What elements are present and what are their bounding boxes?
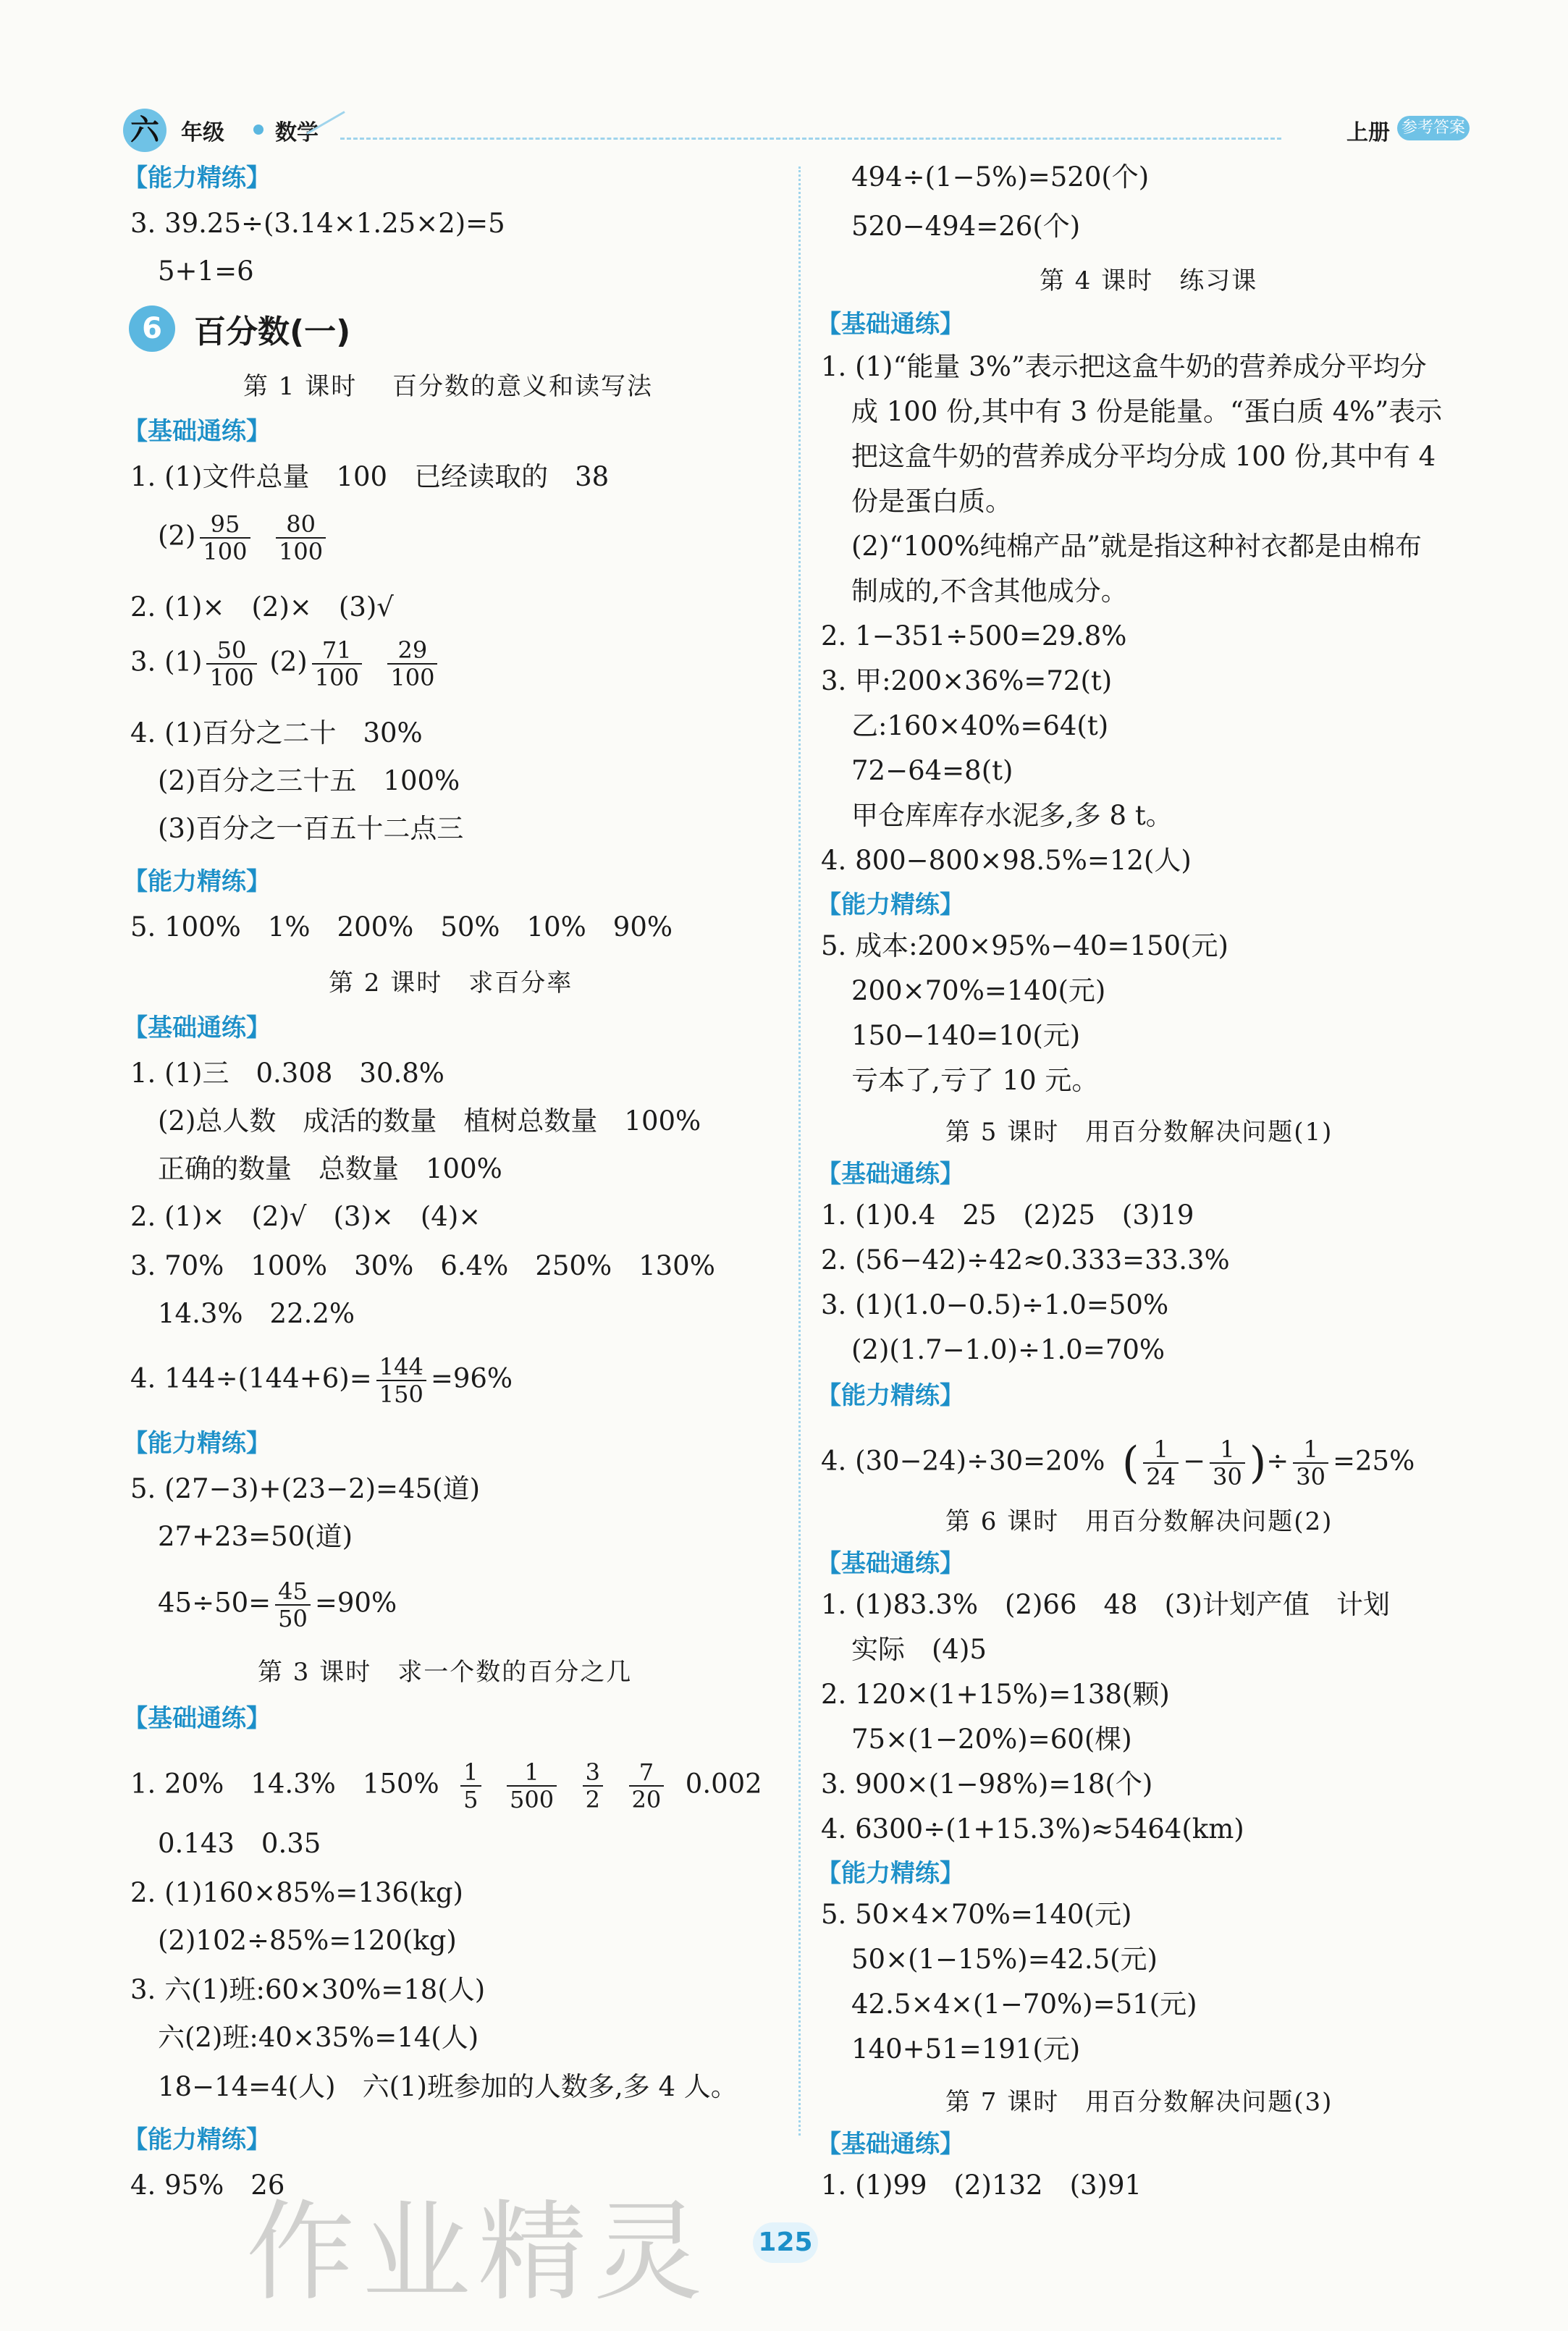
answer-line: 3. 70% 100% 30% 6.4% 250% 130%: [130, 1250, 715, 1281]
answer-line: 45÷50= $\frac{45}{50}$ =90%: [158, 1577, 397, 1632]
section-heading: 【能力精练】: [123, 164, 271, 193]
answer-line: 4. (1)百分之二十 30%: [130, 717, 423, 749]
answer-line: 4. 800−800×98.5%=12(人): [821, 845, 1192, 876]
answer-line: 4. 6300÷(1+15.3%)≈5464(km): [821, 1813, 1244, 1845]
section-heading: 【能力精练】: [123, 867, 271, 896]
answer-line: 实际 (4)5: [851, 1634, 987, 1665]
lesson-title: 第 4 课时 练习课: [1040, 266, 1258, 295]
answer-line: 494÷(1−5%)=520(个): [851, 161, 1150, 193]
answer-line: 1. 20% 14.3% 150% $\frac{1}{5}$ $\frac{1}{500}$ $\frac{3}{2}$ $\frac{7}{20}$ 0.002: [130, 1758, 762, 1813]
section-heading: 【能力精练】: [123, 2125, 271, 2154]
lesson-title: 第 5 课时 用百分数解决问题(1): [945, 1118, 1333, 1147]
subject-label: 数学: [275, 120, 319, 146]
fraction: $\frac{80}{100}$: [276, 511, 326, 565]
answer-line: 正确的数量 总数量 100%: [158, 1153, 502, 1184]
answer-line: 1. (1)“能量 3%”表示把这盒牛奶的营养成分平均分: [821, 351, 1427, 382]
lesson-title: 第 3 课时 求一个数的百分之几: [258, 1658, 633, 1687]
answer-line: 2. (1)× (2)√ (3)× (4)×: [130, 1201, 481, 1232]
section-heading: 【能力精练】: [123, 1429, 271, 1458]
answer-line: (2)“100%纯棉产品”就是指这种衬衣都是由棉布: [851, 531, 1422, 562]
answer-line: (2)总人数 成活的数量 植树总数量 100%: [158, 1105, 701, 1137]
answer-line: 200×70%=140(元): [851, 975, 1106, 1006]
answer-line: 5. 成本:200×95%−40=150(元): [821, 930, 1228, 961]
answer-line: 4. 95% 26: [130, 2170, 285, 2201]
answer-line: 72−64=8(t): [851, 755, 1013, 786]
answer-line: 5. 100% 1% 200% 50% 10% 90%: [130, 911, 673, 943]
answer-line: 3. 39.25÷(3.14×1.25×2)=5: [130, 208, 505, 239]
answer-line: 2. 120×(1+15%)=138(颗): [821, 1679, 1170, 1710]
answer-line: 3. (1) $\frac{50}{100}$ (2) $\frac{71}{100}$ $\frac{29}{100}$: [130, 637, 442, 691]
answer-line: 150−140=10(元): [851, 1020, 1081, 1051]
answer-line: 4. (30−24)÷30=20% ( $\frac{1}{24}$ − $\frac{1}{30}$ )÷ $\frac{1}{30}$ =25%: [821, 1436, 1415, 1491]
unit-number: 6: [129, 305, 175, 352]
lesson-title: 第 1 课时 百分数的意义和读写法: [243, 372, 654, 401]
answer-line: (2)百分之三十五 100%: [158, 765, 460, 796]
fraction: $\frac{1}{500}$: [507, 1759, 557, 1813]
answer-line: 2. 1−351÷500=29.8%: [821, 620, 1127, 652]
fraction: $\frac{29}{100}$: [387, 637, 437, 691]
answer-line: 5. 50×4×70%=140(元): [821, 1899, 1132, 1930]
unit-title: 百分数(一): [194, 313, 351, 350]
fraction: $\frac{7}{20}$: [629, 1759, 665, 1813]
answer-line: 乙:160×40%=64(t): [851, 710, 1109, 741]
answer-tag: 参考答案: [1397, 116, 1470, 140]
section-heading: 【基础通练】: [123, 417, 271, 446]
answer-line: (2) $\frac{95}{100}$ $\frac{80}{100}$: [158, 511, 330, 565]
answer-line: 1. (1)文件总量 100 已经读取的 38: [130, 461, 610, 492]
answer-line: 份是蛋白质。: [851, 486, 1012, 517]
answer-line: 27+23=50(道): [158, 1521, 353, 1552]
grade-label: 年级: [181, 120, 224, 146]
answer-line: 3. 甲:200×36%=72(t): [821, 665, 1113, 696]
answer-line: 1. (1)83.3% (2)66 48 (3)计划产值 计划: [821, 1589, 1390, 1620]
answer-line: 5+1=6: [158, 256, 254, 287]
fraction: $\frac{50}{100}$: [206, 637, 256, 691]
fraction: $\frac{71}{100}$: [312, 637, 362, 691]
answer-line: 520−494=26(个): [851, 211, 1081, 242]
answer-line: 1. (1)99 (2)132 (3)91: [821, 2170, 1142, 2201]
fraction: $\frac{95}{100}$: [200, 511, 250, 565]
watermark: 作业精灵: [246, 2190, 710, 2316]
section-heading: 【基础通练】: [817, 310, 964, 339]
section-heading: 【能力精练】: [817, 1381, 964, 1410]
lesson-title: 第 7 课时 用百分数解决问题(3): [945, 2088, 1333, 2117]
lesson-title: 第 2 课时 求百分率: [329, 969, 573, 998]
answer-line: 把这盒牛奶的营养成分平均分成 100 份,其中有 4: [851, 441, 1436, 472]
answer-line: 1. (1)0.4 25 (2)25 (3)19: [821, 1200, 1194, 1231]
section-heading: 【基础通练】: [123, 1013, 271, 1042]
answer-line: 4. 144÷(144+6)= $\frac{144}{150}$ =96%: [130, 1353, 513, 1408]
answer-line: 2. (1)160×85%=136(kg): [130, 1877, 463, 1908]
answer-line: 2. (56−42)÷42≈0.333=33.3%: [821, 1244, 1230, 1276]
page-number: 125: [753, 2222, 818, 2263]
section-heading: 【基础通练】: [123, 1704, 271, 1733]
column-divider: [798, 166, 801, 2136]
section-heading: 【能力精练】: [817, 1859, 964, 1888]
fraction: $\frac{1}{24}$: [1143, 1436, 1179, 1490]
section-heading: 【能力精练】: [817, 890, 964, 919]
volume-label: 上册: [1346, 120, 1390, 146]
fraction: $\frac{1}{30}$: [1293, 1436, 1328, 1490]
answer-line: (2)102÷85%=120(kg): [158, 1925, 457, 1956]
answer-line: 3. 六(1)班:60×30%=18(人): [130, 1974, 486, 2005]
section-heading: 【基础通练】: [817, 1549, 964, 1578]
answer-line: 制成的,不含其他成分。: [851, 576, 1128, 607]
answer-line: 3. 900×(1−98%)=18(个): [821, 1769, 1153, 1800]
section-heading: 【基础通练】: [817, 2130, 964, 2159]
answer-line: 亏本了,亏了 10 元。: [851, 1065, 1099, 1096]
fraction: $\frac{3}{2}$: [583, 1759, 603, 1813]
answer-line: 18−14=4(人) 六(1)班参加的人数多,多 4 人。: [158, 2071, 738, 2102]
answer-line: 0.143 0.35: [158, 1828, 321, 1859]
answer-line: (3)百分之一百五十二点三: [158, 813, 464, 844]
fraction: $\frac{1}{5}$: [460, 1759, 481, 1813]
answer-line: 2. (1)× (2)× (3)√: [130, 591, 394, 623]
header-dashed-line: [340, 138, 1281, 140]
answer-line: (2)(1.7−1.0)÷1.0=70%: [851, 1334, 1166, 1365]
answer-line: 六(2)班:40×35%=14(人): [158, 2022, 479, 2053]
answer-line: 75×(1−20%)=60(棵): [851, 1724, 1132, 1755]
answer-line: 1. (1)三 0.308 30.8%: [130, 1058, 444, 1089]
section-heading: 【基础通练】: [817, 1160, 964, 1189]
answer-line: 14.3% 22.2%: [158, 1298, 355, 1329]
fraction: $\frac{144}{150}$: [376, 1354, 426, 1407]
lesson-title: 第 6 课时 用百分数解决问题(2): [945, 1507, 1333, 1536]
answer-line: 50×(1−15%)=42.5(元): [851, 1944, 1158, 1975]
unit-heading: [129, 305, 350, 352]
fraction: $\frac{1}{30}$: [1210, 1436, 1245, 1490]
answer-line: 甲仓库库存水泥多,多 8 t。: [851, 800, 1173, 831]
answer-line: 5. (27−3)+(23−2)=45(道): [130, 1473, 481, 1504]
answer-line: 42.5×4×(1−70%)=51(元): [851, 1989, 1197, 2020]
fraction: $\frac{45}{50}$: [275, 1578, 311, 1632]
answer-line: 140+51=191(元): [851, 2033, 1081, 2065]
dot-icon: [253, 125, 264, 135]
answer-line: 3. (1)(1.0−0.5)÷1.0=50%: [821, 1289, 1169, 1320]
grade-badge: 六: [123, 109, 167, 152]
page-header: [123, 109, 1470, 152]
answer-line: 成 100 份,其中有 3 份是能量。“蛋白质 4%”表示: [851, 396, 1443, 427]
